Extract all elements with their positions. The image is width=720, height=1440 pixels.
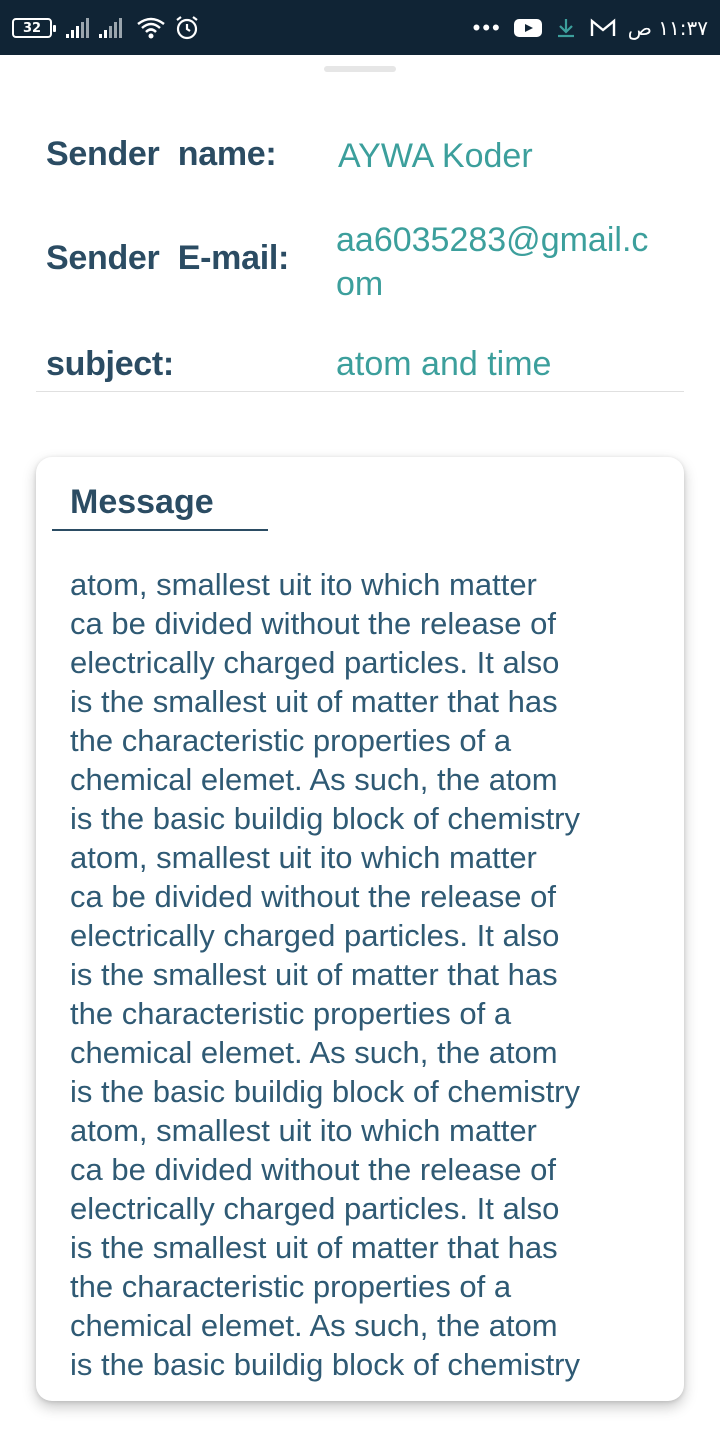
message-line: ca be divided without the release of — [70, 879, 556, 914]
status-bar-left — [12, 12, 200, 44]
drag-handle[interactable] — [324, 66, 396, 72]
sender-name-label: Sender name: — [46, 135, 277, 173]
sender-name-value: AYWA Koder — [338, 137, 533, 175]
more-icon: ••• — [472, 15, 502, 40]
message-line: atom, smallest uit ito which matter — [70, 840, 537, 875]
message-line: is the basic buildig block of chemistry — [70, 801, 581, 836]
status-bar-right — [473, 12, 708, 44]
subject-value: atom and time — [336, 345, 552, 383]
message-line: is the smallest uit of matter that has — [70, 684, 558, 719]
battery-icon — [12, 18, 52, 38]
message-line: electrically charged particles. It also — [70, 645, 560, 680]
message-line: chemical elemet. As such, the atom — [70, 762, 558, 797]
wifi-icon — [136, 16, 166, 40]
message-line: chemical elemet. As such, the atom — [70, 1308, 558, 1343]
battery-level: 32 — [22, 20, 42, 36]
message-line: is the smallest uit of matter that has — [70, 957, 558, 992]
message-body — [70, 565, 670, 1384]
message-card — [36, 457, 684, 1401]
message-title: Message — [70, 483, 214, 521]
message-line: electrically charged particles. It also — [70, 918, 560, 953]
signal-icon — [66, 18, 91, 38]
message-line: ca be divided without the release of — [70, 606, 556, 641]
sender-email-label: Sender E-mail: — [46, 239, 290, 277]
message-line: the characteristic properties of a — [70, 723, 512, 758]
signal-icon — [99, 18, 124, 38]
subject-label: subject: — [46, 345, 174, 383]
message-line: atom, smallest uit ito which matter — [70, 1113, 537, 1148]
youtube-icon — [514, 18, 542, 38]
message-line: is the basic buildig block of chemistry — [70, 1074, 581, 1109]
alarm-icon — [174, 15, 200, 41]
sender-email-value[interactable]: aa6035283@gmail.com — [336, 221, 649, 303]
message-title-underline — [52, 529, 268, 531]
message-line: is the smallest uit of matter that has — [70, 1230, 558, 1265]
download-icon — [554, 16, 578, 40]
message-line: the characteristic properties of a — [70, 1269, 512, 1304]
status-bar — [0, 0, 720, 55]
message-line: ca be divided without the release of — [70, 1152, 556, 1187]
message-line: the characteristic properties of a — [70, 996, 512, 1031]
message-line: is the basic buildig block of chemistry — [70, 1347, 581, 1382]
message-line: atom, smallest uit ito which matter — [70, 567, 537, 602]
message-line: chemical elemet. As such, the atom — [70, 1035, 558, 1070]
message-line: electrically charged particles. It also — [70, 1191, 560, 1226]
gmail-icon — [590, 18, 616, 38]
status-time: ١١:٣٧ ص — [627, 16, 708, 40]
divider — [36, 391, 684, 392]
